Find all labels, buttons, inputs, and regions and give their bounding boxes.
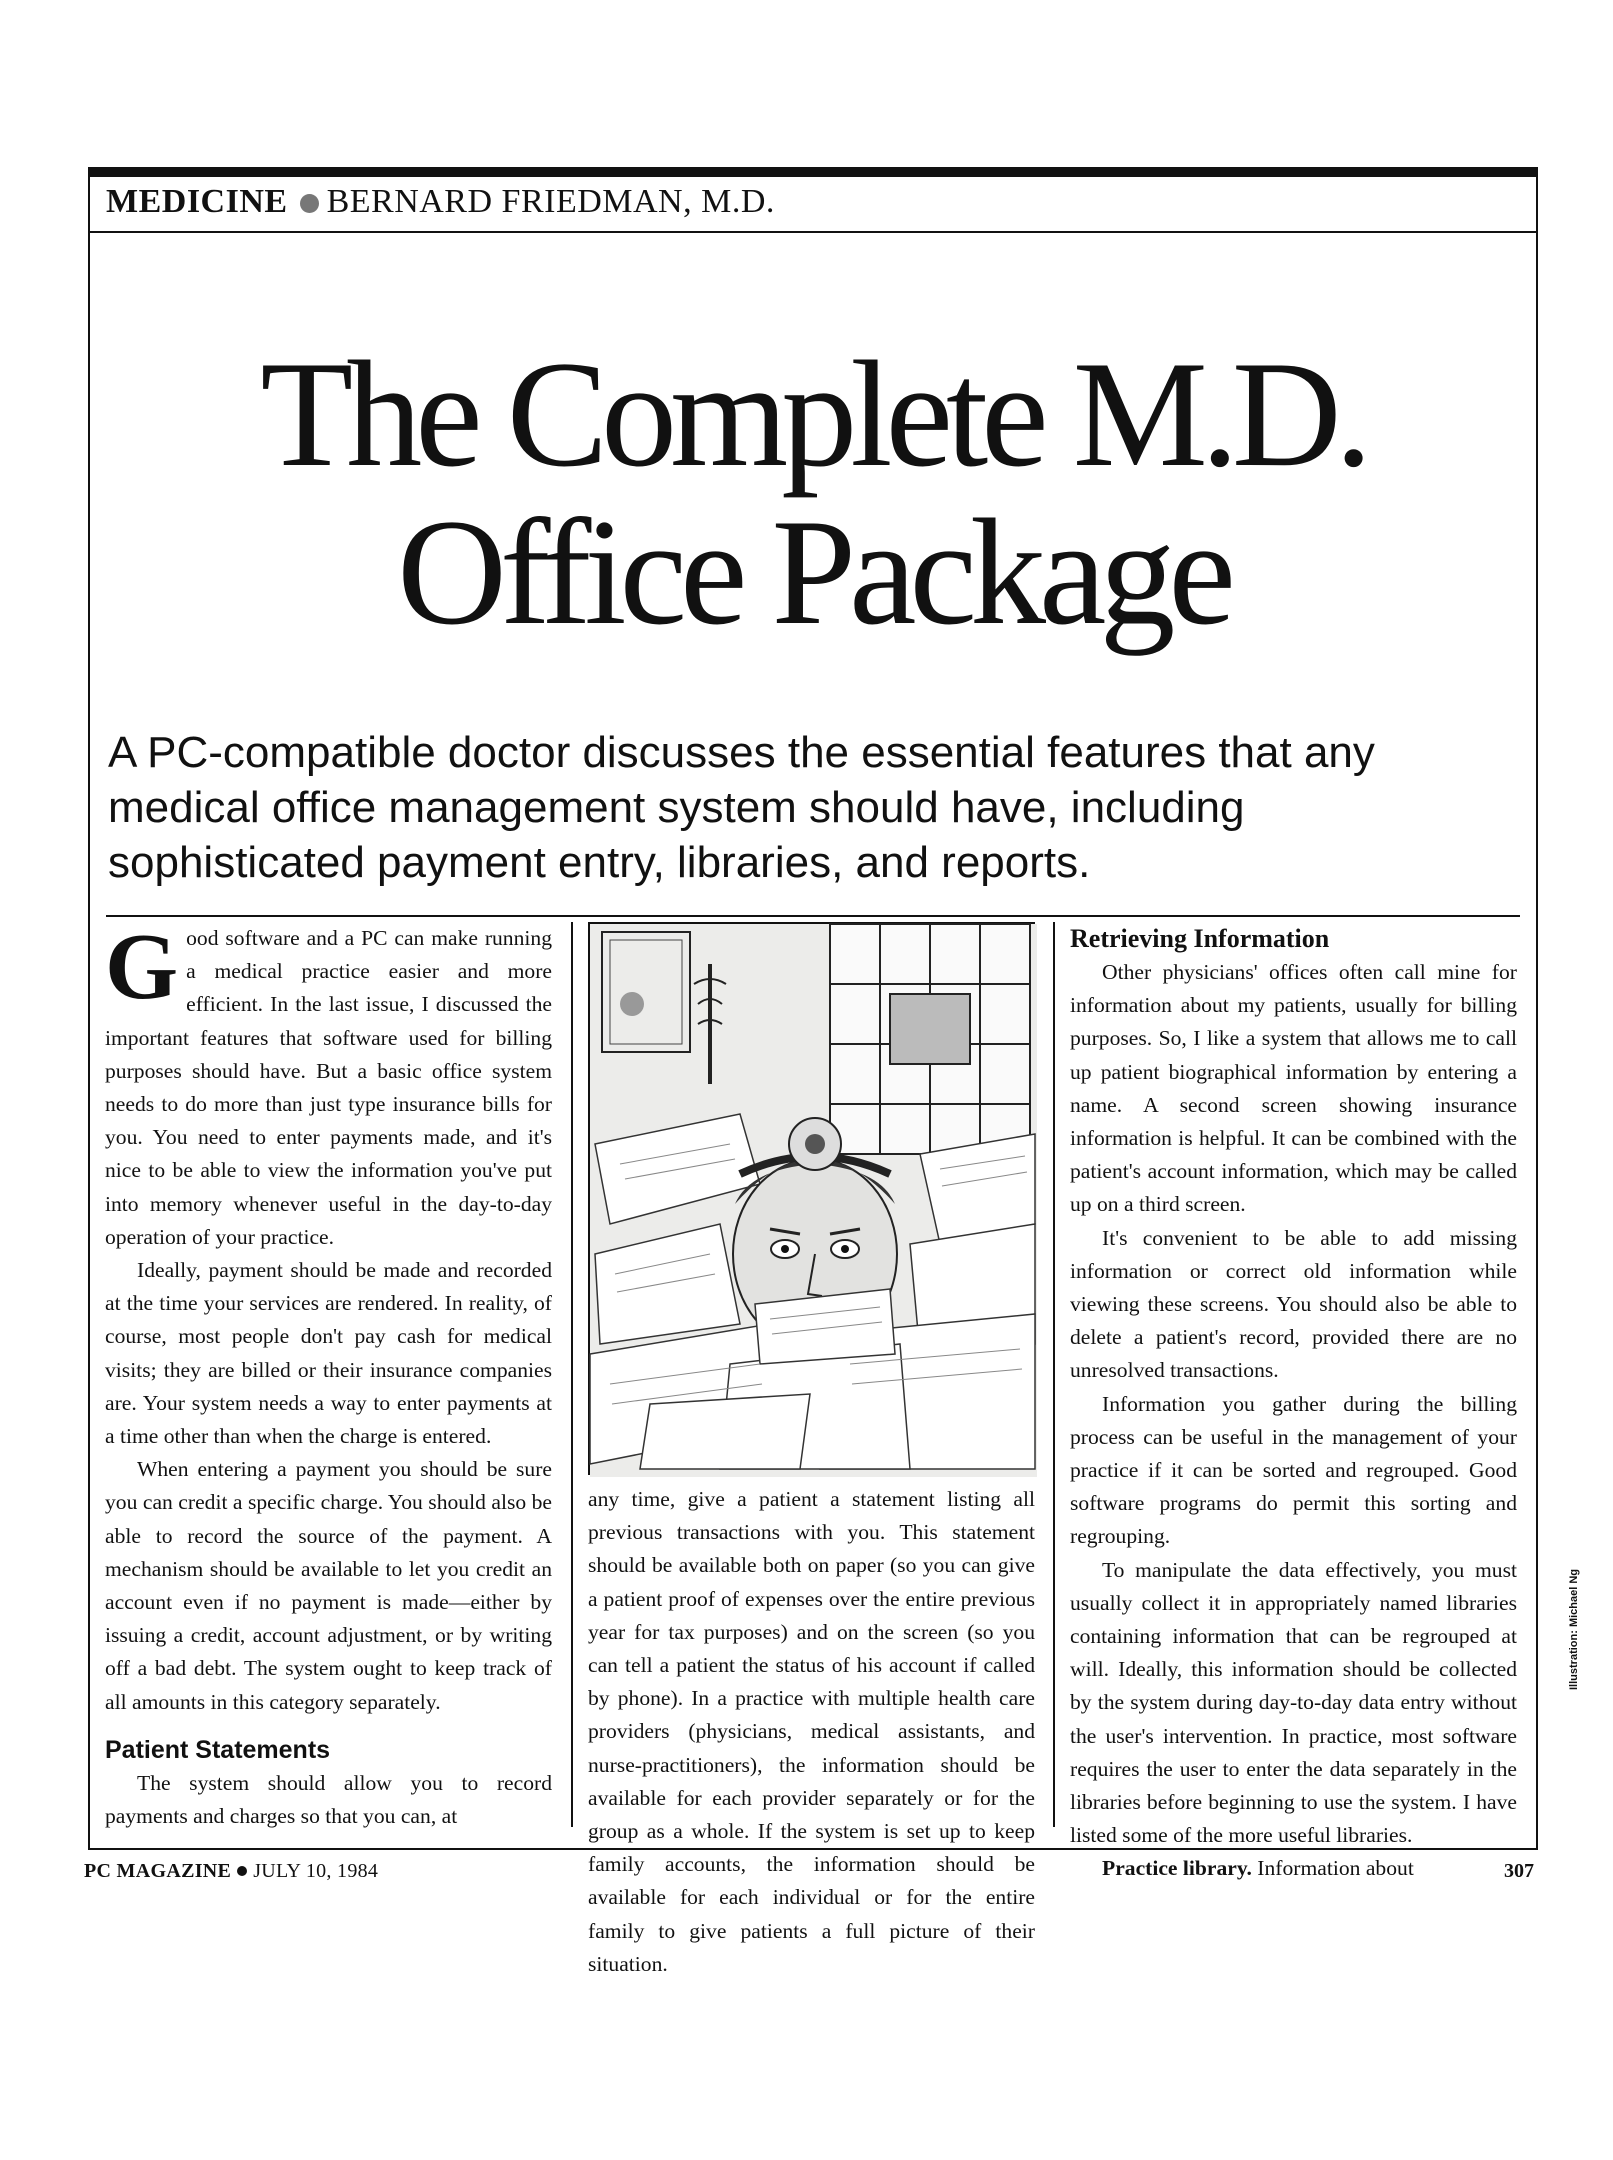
- section-header: [90, 177, 1536, 233]
- paragraph: [1070, 1852, 1517, 1885]
- article-deck: A PC-compatible doctor discusses the essential features that any medical office management system should have, including sophisticated payment entry, libraries, and reports.: [108, 728, 1375, 887]
- section-name: MEDICINE: [106, 183, 288, 220]
- column-1: [105, 915, 552, 1829]
- paragraph: Ideally, payment should be made and recorded at the time your services are rendered. In reality, of course, most people don't pay cash for medical visits; they are billed or their insurance companies are. Your system needs a way to enter payments at a time other than when the charge is entered.: [105, 1258, 552, 1449]
- column-2: [588, 922, 1035, 1976]
- paragraph: The system should allow you to record payments and charges so that you can, at: [105, 1770, 552, 1829]
- drop-cap: G: [105, 915, 179, 1019]
- paragraph: [105, 915, 552, 1254]
- author-name: BERNARD FRIEDMAN, M.D.: [326, 183, 775, 220]
- column-3: [1070, 922, 1517, 1881]
- subheading-patient-statements: Patient Statements: [105, 1735, 331, 1764]
- column-divider: [1053, 922, 1055, 1827]
- paragraph: any time, give a patient a statement listing all previous transactions with you. This statement should be available both on paper (so you can give a patient proof of expenses over the entire previous year for tax purposes) and on the screen (so you can tell a patient the status of his account if called by phone). In a practice with multiple health care providers (physicians, medical assistants, and nurse-practitioners), the information should be available for each provider separately or for the group as a whole. If the system is set up to keep family accounts, the information should be available for each individual or for the entire family to give patients a full picture of their situation.: [588, 1487, 1035, 1976]
- paragraph: When entering a payment you should be sure you can credit a specific charge. You should also be able to record the source of the payment. A mechanism should be available to let you credit an account even if no payment is made—either by issuing a credit, account adjustment, or by writing off a bad debt. The system ought to keep track of all amounts in this category separately.: [105, 1457, 552, 1714]
- paragraph: Other physicians' offices often call mine for information about my patients, usually for billing purposes. So, I like a system that allows me to call up patient biographical information by entering a name. A second screen showing insurance information is helpful. It can be combined with the patient's account information, which may be called up on a third screen.: [1070, 960, 1517, 1217]
- paragraph: To manipulate the data effectively, you must usually collect it in appropriately named libraries containing information that can be regrouped at will. Ideally, this information should be collected by the system during day-to-day data entry without the user's intervention. In practice, most software requires the user to enter the data separately in the libraries before beginning to use the system. I have listed some of the more useful libraries.: [1070, 1557, 1517, 1848]
- article-title: [90, 330, 1536, 656]
- bullet-icon: [300, 194, 319, 213]
- deck-divider: [106, 915, 1520, 917]
- run-in-heading: Practice library.: [1102, 1856, 1252, 1881]
- illustration-drawing: [590, 924, 1037, 1477]
- title-line-1: The Complete M.D.: [260, 330, 1366, 498]
- section-label: [106, 183, 775, 221]
- bullet-icon: [237, 1866, 247, 1876]
- column-divider: [571, 922, 573, 1827]
- paragraph-text: ood software and a PC can make running a medical practice easier and more efficient. In the last issue, I discussed the important features that software used for billing purposes should have. But a basic office system needs to do more than just type insurance bills for you. You need to enter payments made, and it's nice to be able to view the information you've put into memory whenever useful in the day-to-day operation of your practice.: [105, 926, 552, 1249]
- page-footer: [84, 1860, 378, 1883]
- illustration-doctor-buried-in-papers: [588, 922, 1035, 1475]
- subheading-retrieving-information: Retrieving Information: [1070, 924, 1330, 953]
- paragraph: It's convenient to be able to add missing information or correct old information while viewing these screens. You should also be able to delete a patient's record, provided there are no unresolved transactions.: [1070, 1225, 1517, 1383]
- issue-date: JULY 10, 1984: [253, 1860, 379, 1882]
- illustration-credit: Illustration: Michael Ng: [1568, 1568, 1580, 1690]
- title-line-2: Office Package: [397, 488, 1229, 656]
- paragraph-text: Information about: [1251, 1856, 1414, 1881]
- paragraph: Information you gather during the billing process can be useful in the management of your practice if it can be sorted and regrouped. Good software programs do permit this sorting and regrouping.: [1070, 1391, 1517, 1549]
- magazine-name: PC MAGAZINE: [84, 1860, 232, 1882]
- page-number: 307: [1504, 1860, 1534, 1882]
